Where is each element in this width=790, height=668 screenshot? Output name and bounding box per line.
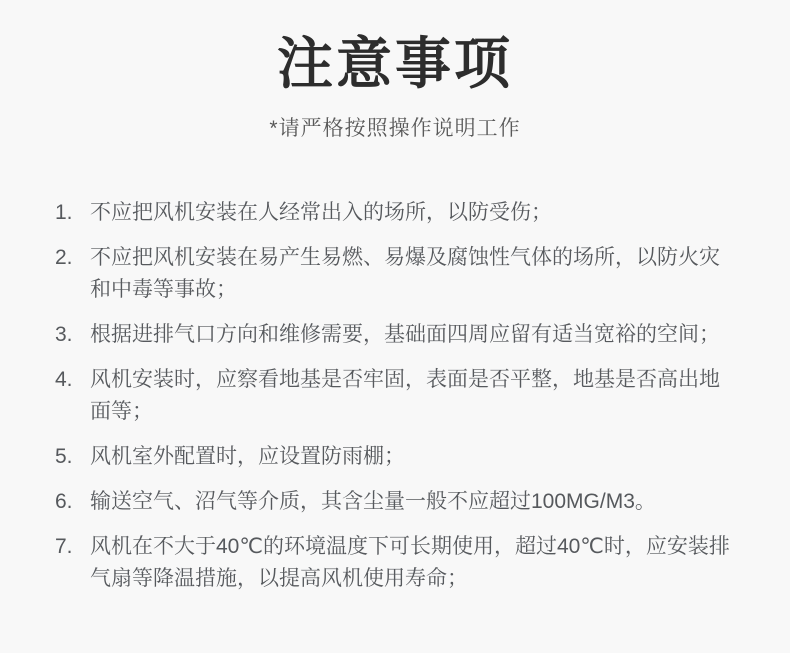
list-item-number: 2. — [55, 246, 73, 270]
list-item-number: 6. — [55, 490, 73, 514]
page-title: 注意事项 — [277, 32, 513, 95]
list-item-text: 根据进排气口方向和维修需要，基础面四周应留有适当宽裕的空间； — [90, 323, 720, 347]
list-item-number: 7. — [55, 535, 73, 559]
page-subtitle: *请严格按照操作说明工作 — [269, 117, 521, 140]
list-item-text: 风机室外配置时，应设置防雨棚； — [90, 445, 405, 469]
list-item-text: 不应把风机安装在易产生易燃、易爆及腐蚀性气体的场所，以防火灾和中毒等事故； — [90, 246, 720, 302]
list-item — [55, 242, 735, 306]
list-item — [55, 319, 735, 351]
list-item-number: 4. — [55, 368, 73, 392]
list-item-number: 5. — [55, 445, 73, 469]
bottom-strip — [0, 653, 790, 668]
list-item-text: 风机在不大于40℃的环境温度下可长期使用，超过40℃时，应安装排气扇等降温措施，以提高风机使用寿命； — [90, 535, 730, 591]
list-item — [55, 197, 735, 229]
list-item — [55, 441, 735, 473]
list-item-text: 风机安装时，应察看地基是否牢固，表面是否平整，地基是否高出地面等； — [90, 368, 720, 424]
list-item-text: 输送空气、沼气等介质，其含尘量一般不应超过100MG/M3。 — [90, 490, 656, 514]
notice-list — [55, 197, 735, 595]
list-item — [55, 364, 735, 428]
list-item — [55, 531, 735, 595]
list-item-number: 1. — [55, 201, 73, 225]
list-item-number: 3. — [55, 323, 73, 347]
list-item-text: 不应把风机安装在人经常出入的场所，以防受伤； — [90, 201, 552, 225]
list-item — [55, 486, 735, 518]
